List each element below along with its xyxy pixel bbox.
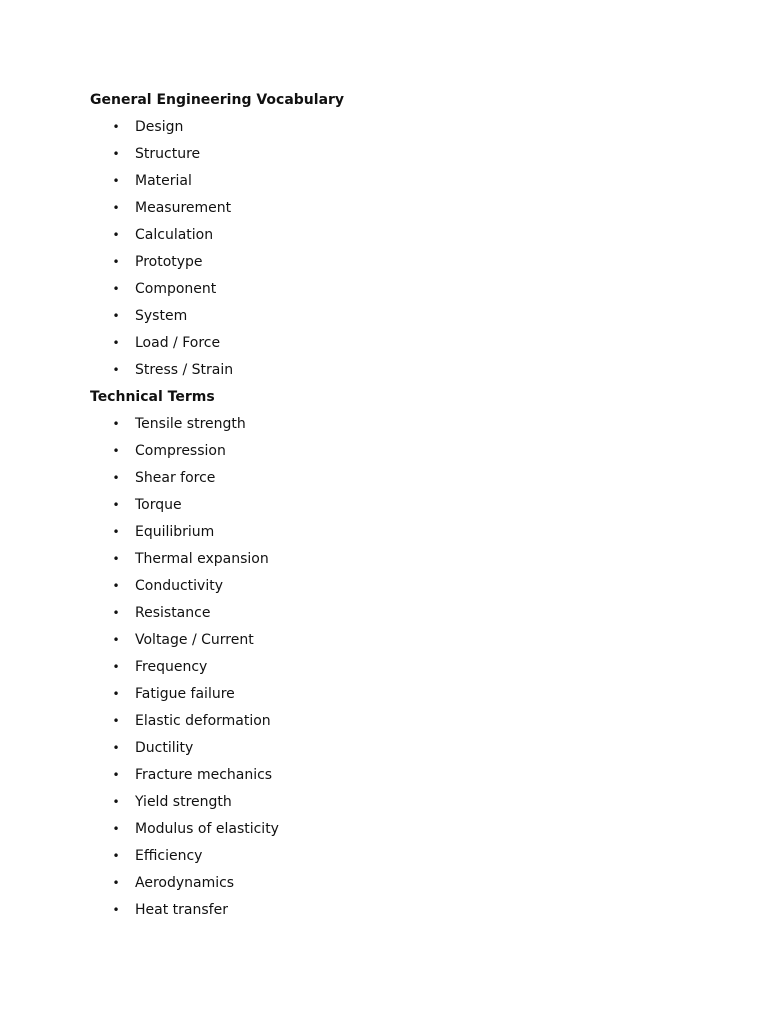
bullet-icon: • bbox=[112, 282, 120, 296]
list-item bbox=[90, 870, 344, 897]
list-item bbox=[90, 114, 344, 141]
bullet-icon: • bbox=[112, 714, 120, 728]
list-item-text: Design bbox=[135, 119, 184, 135]
list-item bbox=[90, 843, 344, 870]
list-item-text: Voltage / Current bbox=[135, 632, 254, 648]
bullet-icon: • bbox=[112, 255, 120, 269]
bullet-icon: • bbox=[112, 822, 120, 836]
list-item bbox=[90, 600, 344, 627]
bullet-icon: • bbox=[112, 849, 120, 863]
list-item bbox=[90, 519, 344, 546]
list-item-text: Fatigue failure bbox=[135, 686, 235, 702]
section-heading-technical: Technical Terms bbox=[90, 389, 215, 405]
list-item-text: Shear force bbox=[135, 470, 216, 486]
bullet-icon: • bbox=[112, 174, 120, 188]
list-item-text: Load / Force bbox=[135, 335, 221, 351]
list-item-text: Calculation bbox=[135, 227, 214, 243]
list-item-text: Resistance bbox=[135, 605, 211, 621]
bullet-icon: • bbox=[112, 606, 120, 620]
bullet-icon: • bbox=[112, 741, 120, 755]
list-item bbox=[90, 708, 344, 735]
bullet-icon: • bbox=[112, 579, 120, 593]
bullet-icon: • bbox=[112, 687, 120, 701]
list-item-text: Compression bbox=[135, 443, 226, 459]
bullet-icon: • bbox=[112, 552, 120, 566]
document-content bbox=[90, 87, 344, 924]
bullet-icon: • bbox=[112, 228, 120, 242]
list-item bbox=[90, 573, 344, 600]
list-item-text: Stress / Strain bbox=[135, 362, 234, 378]
bullet-icon: • bbox=[112, 336, 120, 350]
list-item bbox=[90, 897, 344, 924]
list-item bbox=[90, 222, 344, 249]
list-item-text: Thermal expansion bbox=[135, 551, 269, 567]
list-item-text: Yield strength bbox=[135, 794, 232, 810]
list-item-text: Frequency bbox=[135, 659, 208, 675]
list-item bbox=[90, 681, 344, 708]
list-item bbox=[90, 249, 344, 276]
list-item-text: Conductivity bbox=[135, 578, 223, 594]
bullet-icon: • bbox=[112, 903, 120, 917]
bullet-icon: • bbox=[112, 498, 120, 512]
general-vocabulary-list bbox=[90, 114, 344, 384]
list-item-text: Ductility bbox=[135, 740, 194, 756]
bullet-icon: • bbox=[112, 309, 120, 323]
list-item bbox=[90, 492, 344, 519]
bullet-icon: • bbox=[112, 471, 120, 485]
list-item-text: Structure bbox=[135, 146, 201, 162]
bullet-icon: • bbox=[112, 876, 120, 890]
list-item bbox=[90, 654, 344, 681]
list-item-text: Heat transfer bbox=[135, 902, 228, 918]
list-item-text: Fracture mechanics bbox=[135, 767, 273, 783]
list-item bbox=[90, 303, 344, 330]
list-item bbox=[90, 438, 344, 465]
bullet-icon: • bbox=[112, 147, 120, 161]
list-item-text: Equilibrium bbox=[135, 524, 215, 540]
bullet-icon: • bbox=[112, 120, 120, 134]
bullet-icon: • bbox=[112, 660, 120, 674]
list-item bbox=[90, 411, 344, 438]
list-item-text: Modulus of elasticity bbox=[135, 821, 279, 837]
list-item bbox=[90, 357, 344, 384]
list-item-text: Aerodynamics bbox=[135, 875, 235, 891]
list-item-text: Tensile strength bbox=[135, 416, 246, 432]
bullet-icon: • bbox=[112, 795, 120, 809]
list-item bbox=[90, 816, 344, 843]
bullet-icon: • bbox=[112, 633, 120, 647]
list-item bbox=[90, 735, 344, 762]
list-item bbox=[90, 141, 344, 168]
technical-terms-list bbox=[90, 411, 344, 924]
list-item bbox=[90, 762, 344, 789]
bullet-icon: • bbox=[112, 417, 120, 431]
bullet-icon: • bbox=[112, 201, 120, 215]
list-item bbox=[90, 546, 344, 573]
section-heading-general: General Engineering Vocabulary bbox=[90, 92, 345, 108]
list-item-text: Prototype bbox=[135, 254, 203, 270]
bullet-icon: • bbox=[112, 768, 120, 782]
list-item-text: Material bbox=[135, 173, 192, 189]
list-item bbox=[90, 627, 344, 654]
list-item bbox=[90, 276, 344, 303]
bullet-icon: • bbox=[112, 525, 120, 539]
list-item-text: Measurement bbox=[135, 200, 232, 216]
list-item-text: Elastic deformation bbox=[135, 713, 271, 729]
list-item bbox=[90, 789, 344, 816]
list-item bbox=[90, 168, 344, 195]
bullet-icon: • bbox=[112, 363, 120, 377]
list-item-text: System bbox=[135, 308, 188, 324]
list-item bbox=[90, 195, 344, 222]
list-item-text: Torque bbox=[135, 497, 182, 513]
list-item-text: Component bbox=[135, 281, 217, 297]
list-item bbox=[90, 465, 344, 492]
list-item bbox=[90, 330, 344, 357]
list-item-text: Efficiency bbox=[135, 848, 203, 864]
bullet-icon: • bbox=[112, 444, 120, 458]
